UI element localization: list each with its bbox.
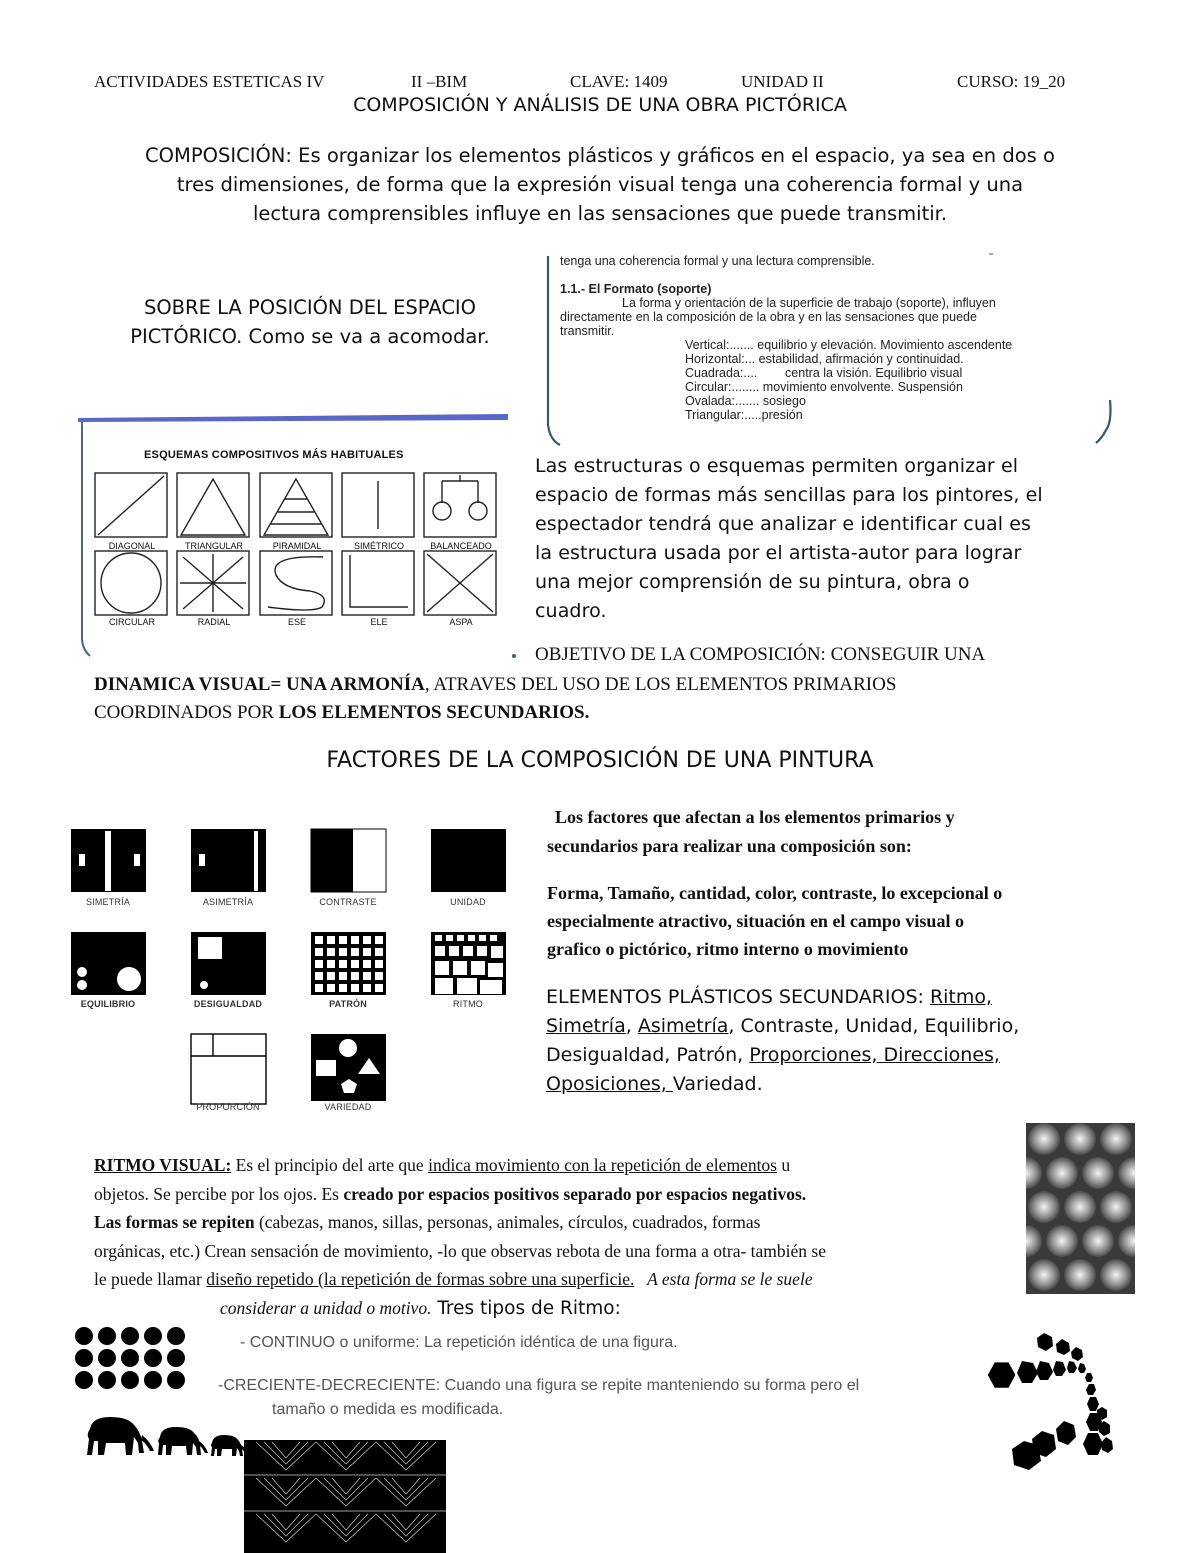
- position-line: PICTÓRICO. Como se va a acomodar.: [130, 325, 490, 348]
- factors-list-line: Forma, Tamaño, cantidad, color, contraste, lo excepcional o: [547, 883, 1003, 903]
- elephants-silhouette: [84, 1411, 254, 1461]
- factor-icons-svg: [66, 826, 516, 1116]
- format-item: Horizontal:... estabilidad, afirmación y continuidad.: [685, 352, 964, 366]
- factors-list-line: especialmente atractivo, situación en el campo visual o: [547, 911, 964, 931]
- scheme-label: ESE: [287, 617, 306, 627]
- schemes-figure: [78, 412, 510, 662]
- structures-line: Las estructuras o esquemas permiten organizar el: [535, 455, 1019, 477]
- factor-label: PROPORCIÓN: [196, 1102, 260, 1112]
- factor-label: ASIMETRÍA: [202, 897, 254, 907]
- definition-line: COMPOSICIÓN: Es organizar los elementos plásticos y gráficos en el espacio, ya sea en dos o: [145, 144, 1055, 167]
- scheme-label: TRIANGULAR: [184, 541, 243, 551]
- pyramidal-scheme: [260, 473, 332, 537]
- format-item: Cuadrada:.... centra la visión. Equilibrio visual: [685, 366, 963, 380]
- scheme-label: ELE: [370, 617, 388, 627]
- period: II –BIM: [411, 72, 468, 91]
- objective-line1: OBJETIVO DE LA COMPOSICIÓN: CONSEGUIR UNA: [535, 644, 986, 665]
- secondary-line: Oposiciones, Variedad.: [546, 1073, 763, 1095]
- bullet-dot: [512, 654, 516, 658]
- page-title: COMPOSICIÓN Y ANÁLISIS DE UNA OBRA PICTÓRICA: [353, 94, 847, 116]
- composition-definition: [60, 141, 1140, 228]
- format-paragraph: La forma y orientación de la superficie de trabajo (soporte), influyen: [622, 296, 996, 310]
- continuous-rhythm-dots: [74, 1325, 189, 1391]
- format-paragraph: directamente en la composición de la obra y en las sensaciones que puede: [560, 310, 977, 324]
- factors-intro: [547, 803, 955, 861]
- scheme-label: DIAGONAL: [108, 541, 156, 551]
- rhythm-line: objetos. Se percibe por los ojos. Es creado por espacios positivos separado por espacios negativos.: [94, 1183, 807, 1204]
- scheme-label: PIRAMIDAL: [272, 541, 322, 551]
- proportion-icon: [191, 1034, 266, 1104]
- position-line: SOBRE LA POSICIÓN DEL ESPACIO: [143, 296, 477, 319]
- factor-label: UNIDAD: [450, 897, 486, 907]
- definition-line: tres dimensiones, de forma que la expresión visual tenga una coherencia formal y una: [176, 173, 1024, 196]
- format-item: Ovalada:....... sosiego: [685, 394, 806, 408]
- structures-line: la estructura usada por el artista-autor para lograr: [535, 542, 1022, 564]
- unity-icon: [431, 829, 506, 892]
- objective-line3: COORDINADOS POR LOS ELEMENTOS SECUNDARIOS.: [94, 702, 590, 723]
- rhythm-line: le puede llamar diseño repetido (la repetición de formas sobre una superficie. A esta forma se le suele: [94, 1269, 813, 1289]
- format-excerpt: [544, 250, 1119, 450]
- decreasing-hexagons-image: [986, 1325, 1128, 1470]
- factors-intro-line: Los factores que afectan a los elementos primarios y: [555, 807, 955, 827]
- scheme-label: CIRCULAR: [108, 617, 155, 627]
- structures-line: cuadro.: [535, 600, 607, 622]
- format-item: Circular:........ movimiento envolvente. Suspensión: [685, 380, 963, 394]
- scheme-label: SIMÉTRICO: [353, 541, 404, 551]
- course-name: ACTIVIDADES ESTETICAS IV: [94, 72, 325, 91]
- rhythm-line: considerar a unidad o motivo. Tres tipos de Ritmo:: [220, 1297, 621, 1319]
- scheme-label: RADIAL: [197, 617, 231, 627]
- format-paragraph: transmitir.: [560, 324, 615, 338]
- scheme-label: BALANCEADO: [430, 541, 492, 551]
- triangular-scheme: [177, 473, 249, 537]
- rhythm-type-growing: -CRECIENTE-DECRECIENTE: Cuando una figura se repite manteniendo su forma pero el: [218, 1377, 860, 1394]
- rhythm-type-growing-cont: tamaño o medida es modificada.: [272, 1401, 504, 1418]
- unit: UNIDAD II: [741, 72, 824, 91]
- factor-icons: [66, 826, 516, 1116]
- circular-scheme: [95, 551, 167, 615]
- factors-intro-line: secundarios para realizar una composición son:: [547, 836, 912, 856]
- s-scheme: [260, 551, 332, 615]
- factors-title: FACTORES DE LA COMPOSICIÓN DE UNA PINTURA: [326, 748, 874, 773]
- factor-label: EQUILIBRIO: [80, 999, 136, 1009]
- secondary-line: Simetría, Asimetría, Contraste, Unidad, Equilibrio,: [546, 1015, 1020, 1037]
- position-section: [100, 293, 520, 351]
- school-year: CURSO: 19_20: [957, 72, 1066, 91]
- secondary-elements: [546, 983, 1019, 1099]
- factor-label: VARIEDAD: [324, 1102, 372, 1112]
- course-key: CLAVE: 1409: [570, 72, 668, 91]
- format-heading: 1.1.- El Formato (soporte): [560, 282, 712, 296]
- op-art-pattern-image: [1026, 1123, 1135, 1294]
- l-scheme: [342, 551, 414, 615]
- factor-label: PATRÓN: [329, 999, 367, 1009]
- structures-line: una mejor comprensión de su pintura, obra o: [535, 571, 970, 593]
- factor-label: DESIGUALDAD: [193, 999, 263, 1009]
- op-art-triangles-image: [244, 1440, 446, 1553]
- factors-list: [547, 879, 1002, 963]
- secondary-line: ELEMENTOS PLÁSTICOS SECUNDARIOS: Ritmo,: [546, 986, 993, 1008]
- definition-line: lectura comprensibles influye en las sensaciones que puede transmitir.: [252, 202, 948, 225]
- factor-label: SIMETRÍA: [85, 897, 131, 907]
- schemes-grid: [78, 467, 510, 637]
- factors-list-line: grafico o pictórico, ritmo interno o movimiento: [547, 939, 909, 959]
- structures-line: espectador tendrá que analizar e identificar cual es: [535, 513, 1032, 535]
- rhythm-paragraph: [94, 1151, 826, 1323]
- factor-label: CONTRASTE: [319, 897, 377, 907]
- rhythm-line: Las formas se repiten (cabezas, manos, sillas, personas, animales, círculos, cuadrados, formas: [94, 1212, 761, 1232]
- objective-line2: DINAMICA VISUAL= UNA ARMONÍA, ATRAVES DEL USO DE LOS ELEMENTOS PRIMARIOS: [94, 674, 897, 695]
- rhythm-line: RITMO VISUAL: Es el principio del arte que indica movimiento con la repetición de elementos u: [94, 1155, 791, 1175]
- rhythm-type-continuous: - CONTINUO o uniforme: La repetición idéntica de una figura.: [240, 1334, 678, 1351]
- format-item: Triangular:.....presión: [685, 408, 803, 422]
- format-top-line: tenga una coherencia formal y una lectura comprensible.: [560, 254, 875, 268]
- scheme-label: ASPA: [449, 617, 473, 627]
- format-item: Vertical:....... equilibrio y elevación. Movimiento ascendente: [685, 338, 1013, 352]
- structures-paragraph: [535, 452, 1043, 626]
- structures-line: espacio de formas más sencillas para los pintores, el: [535, 484, 1043, 506]
- schemes-title: ESQUEMAS COMPOSITIVOS MÁS HABITUALES: [144, 449, 404, 461]
- rhythm-line: orgánicas, etc.) Crean sensación de movimiento, -lo que observas rebota de una forma a otra- también se: [94, 1240, 826, 1261]
- secondary-line: Desigualdad, Patrón, Proporciones, Direcciones,: [546, 1044, 1000, 1066]
- factor-label: RITMO: [453, 999, 483, 1009]
